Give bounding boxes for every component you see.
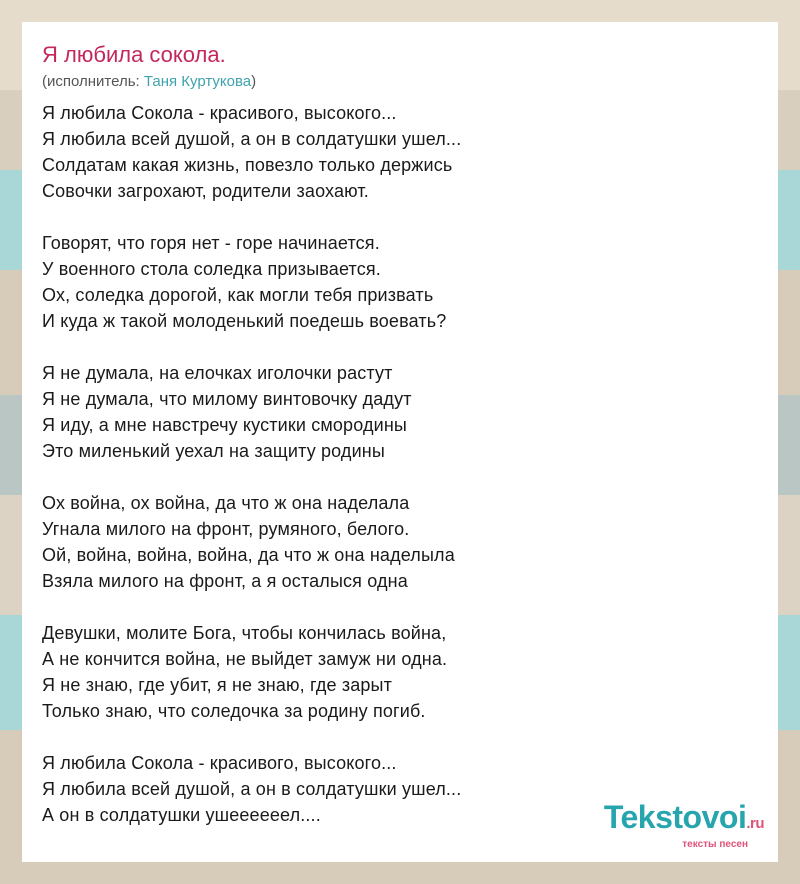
lyric-line: Только знаю, что соледочка за родину погиб.: [42, 701, 426, 721]
logo-wordmark: [604, 800, 764, 841]
lyric-line: А он в солдатушки ушеееееел....: [42, 805, 321, 825]
lyric-line: Ой, война, война, война, да что ж она наделыла: [42, 545, 455, 565]
lyrics-card: [22, 22, 778, 862]
lyric-line: У военного стола соледка призывается.: [42, 259, 381, 279]
performer-suffix: ): [251, 73, 257, 90]
site-logo[interactable]: [604, 800, 764, 850]
lyric-line: Я любила Сокола - красивого, высокого...: [42, 103, 397, 123]
lyric-line: Это миленький уехал на защиту родины: [42, 441, 385, 461]
lyric-line: А не кончится война, не выйдет замуж ни одна.: [42, 649, 448, 669]
lyric-line: Я не знаю, где убит, я не знаю, где зарыт: [42, 675, 393, 695]
lyric-line: Я любила Сокола - красивого, высокого...: [42, 753, 397, 773]
lyric-line: Угнала милого на фронт, румяного, белого.: [42, 519, 410, 539]
lyric-line: Ох война, ох война, да что ж она наделала: [42, 493, 410, 513]
stanza: [42, 360, 778, 464]
stanza: [42, 490, 778, 594]
lyric-line: Я не думала, что милому винтовочку дадут: [42, 389, 412, 409]
lyric-line: Я любила всей душой, а он в солдатушки ушел...: [42, 129, 462, 149]
lyric-line: Говорят, что горя нет - горе начинается.: [42, 233, 380, 253]
lyric-line: Совочки загрохают, родители заохают.: [42, 181, 369, 201]
song-title: Я любила сокола.: [42, 42, 226, 67]
performer-link[interactable]: Таня Куртукова: [143, 73, 252, 90]
lyric-line: Я иду, а мне навстречу кустики смородины: [42, 415, 408, 435]
lyric-line: Солдатам какая жизнь, повезло только держись: [42, 155, 453, 175]
stanza: [42, 230, 778, 334]
lyric-line: И куда ж такой молоденький поедешь воевать?: [42, 311, 447, 331]
stanza: [42, 620, 778, 724]
logo-tagline: тексты песен: [682, 839, 748, 850]
lyric-line: Я не думала, на елочках иголочки растут: [42, 363, 393, 383]
logo-name: Tekstovoi: [603, 799, 747, 835]
lyric-line: Ох, соледка дорогой, как могли тебя призвать: [42, 285, 434, 305]
lyric-line: Я любила всей душой, а он в солдатушки ушел...: [42, 779, 462, 799]
performer-line: [42, 72, 778, 92]
lyric-line: Девушки, молите Бога, чтобы кончилась война,: [42, 623, 447, 643]
logo-tld: .ru: [746, 815, 764, 832]
lyric-line: Взяла милого на фронт, а я осталыся одна: [42, 571, 408, 591]
performer-prefix: (исполнитель:: [42, 73, 144, 90]
stanza: [42, 100, 778, 204]
lyrics-body: [42, 100, 778, 828]
